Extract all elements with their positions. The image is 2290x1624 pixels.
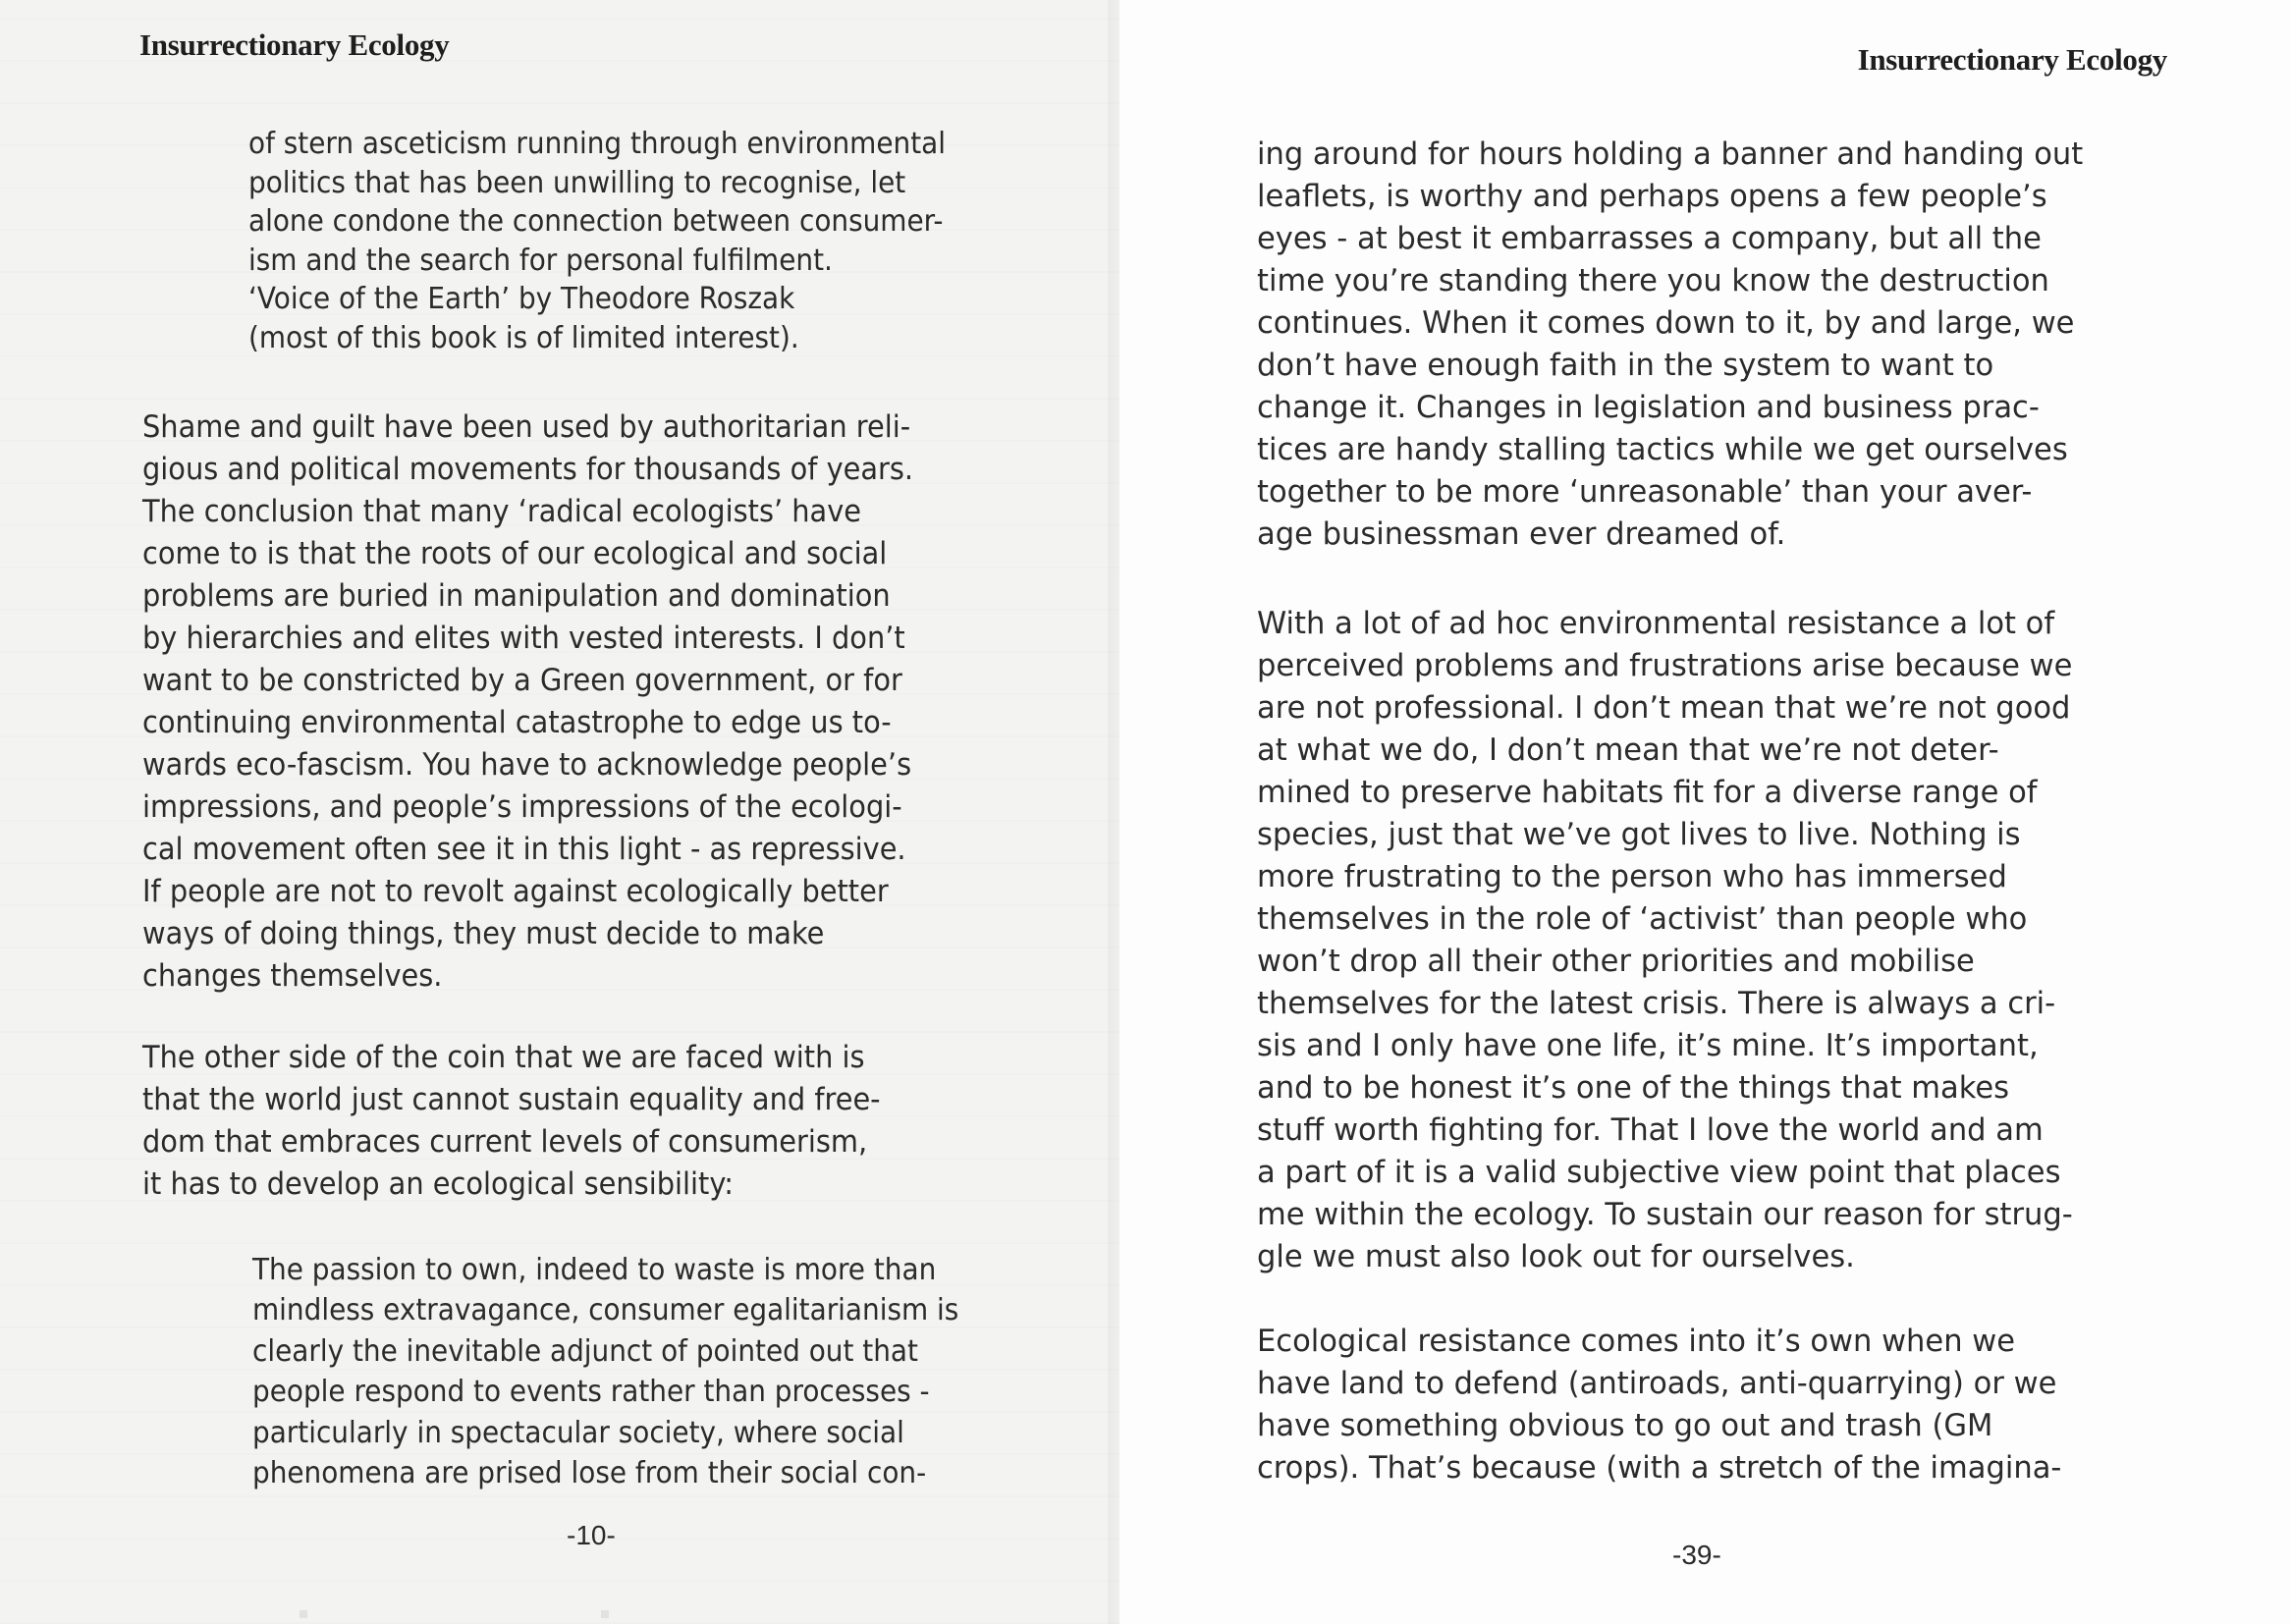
text-line: tices are handy stalling tactics while we get ourselves [1257, 432, 2068, 467]
text-line: sis and I only have one life, it’s mine. It’s important, [1257, 1028, 2039, 1063]
running-head-left: Insurrectionary Ecology [139, 27, 450, 62]
block-quote-2 [252, 1250, 1011, 1493]
text-line: are not professional. I don’t mean that we’re not good [1257, 690, 2071, 726]
text-line: ism and the search for personal fulfilment. [248, 243, 833, 278]
text-line: gle we must also look out for ourselves. [1257, 1239, 1855, 1274]
text-line: leaflets, is worthy and perhaps opens a few people’s [1257, 179, 2047, 214]
text-line: ways of doing things, they must decide to make [142, 916, 825, 951]
paragraph-1-right [1257, 134, 2096, 556]
text-line: people respond to events rather than processes - [252, 1375, 930, 1410]
paragraph-2-left [142, 1037, 936, 1206]
right-page [1119, 0, 2290, 1624]
text-line: continues. When it comes down to it, by and large, we [1257, 305, 2075, 341]
text-line: changes themselves. [142, 958, 443, 994]
text-line: The conclusion that many ‘radical ecologists’ have [142, 494, 862, 529]
text-line: phenomena are prised lose from their social con- [252, 1455, 927, 1490]
text-line: crops). That’s because (with a stretch of the imagina- [1257, 1450, 2062, 1486]
text-line: Shame and guilt have been used by authoritarian reli- [142, 409, 911, 445]
text-line: Ecological resistance comes into it’s own when we [1257, 1324, 2016, 1359]
text-line: that the world just cannot sustain equality and free- [142, 1082, 881, 1117]
text-line: mindless extravagance, consumer egalitarianism is [252, 1293, 959, 1328]
text-line: (most of this book is of limited interest). [248, 320, 799, 355]
text-line: age businessman ever dreamed of. [1257, 516, 1786, 552]
page-number-left: -10- [567, 1520, 616, 1550]
text-line: perceived problems and frustrations arise because we [1257, 648, 2073, 683]
paragraph-1-left [142, 406, 971, 998]
running-head-right: Insurrectionary Ecology [1857, 42, 2167, 77]
text-line: have land to defend (antiroads, anti-quarrying) or we [1257, 1366, 2057, 1401]
text-line: of stern asceticism running through environmental [248, 127, 946, 161]
text-line: change it. Changes in legislation and business prac- [1257, 390, 2040, 425]
text-line: won’t drop all their other priorities and mobilise [1257, 944, 1975, 979]
paragraph-3-right [1257, 1321, 2074, 1489]
text-line: don’t have enough faith in the system to want to [1257, 348, 1994, 383]
text-line: The passion to own, indeed to waste is more than [252, 1253, 937, 1287]
scan-artifact [300, 1610, 307, 1618]
text-line: If people are not to revolt against ecologically better [142, 874, 889, 909]
text-line: me within the ecology. To sustain our reason for strug- [1257, 1197, 2073, 1232]
text-line: eyes - at best it embarrasses a company, but all the [1257, 221, 2042, 256]
text-line: impressions, and people’s impressions of the ecologi- [142, 789, 902, 825]
page-number-right: -39- [1672, 1540, 1721, 1570]
text-line: dom that embraces current levels of consumerism, [142, 1124, 868, 1160]
text-line: come to is that the roots of our ecological and social [142, 536, 888, 571]
text-line: and to be honest it’s one of the things that makes [1257, 1070, 2010, 1106]
text-line: stuff worth fighting for. That I love the world and am [1257, 1112, 2044, 1148]
text-line: politics that has been unwilling to recognise, let [248, 165, 906, 200]
text-line: by hierarchies and elites with vested interests. I don’t [142, 621, 905, 656]
text-line: continuing environmental catastrophe to edge us to- [142, 705, 892, 740]
text-line: together to be more ‘unreasonable’ than your aver- [1257, 474, 2033, 510]
text-line: it has to develop an ecological sensibility: [142, 1166, 735, 1202]
text-line: at what we do, I don’t mean that we’re not deter- [1257, 732, 1999, 768]
text-line: problems are buried in manipulation and domination [142, 578, 891, 614]
text-line: cal movement often see it in this light - as repressive. [142, 832, 906, 867]
text-line: time you’re standing there you know the destruction [1257, 263, 2049, 298]
scan-artifact [601, 1610, 609, 1618]
paragraph-2-right [1257, 603, 2085, 1278]
text-line: themselves for the latest crisis. There is always a cri- [1257, 986, 2056, 1021]
text-line: With a lot of ad hoc environmental resistance a lot of [1257, 606, 2055, 641]
text-line: gious and political movements for thousands of years. [142, 452, 914, 487]
text-line: mined to preserve habitats fit for a diverse range of [1257, 775, 2038, 810]
text-line: clearly the inevitable adjunct of pointed out that [252, 1333, 918, 1369]
text-line: alone condone the connection between consumer- [248, 204, 944, 240]
text-line: want to be constricted by a Green government, or for [142, 663, 902, 698]
text-line: have something obvious to go out and trash (GM [1257, 1408, 1993, 1443]
text-line: ‘Voice of the Earth’ by Theodore Roszak [248, 282, 795, 317]
text-line: more frustrating to the person who has immersed [1257, 859, 2007, 894]
text-line: ing around for hours holding a banner and handing out [1257, 136, 2084, 172]
left-page [0, 0, 1119, 1624]
text-line: themselves in the role of ‘activist’ than people who [1257, 901, 2028, 937]
text-line: a part of it is a valid subjective view point that places [1257, 1155, 2061, 1190]
text-line: The other side of the coin that we are faced with is [142, 1040, 865, 1075]
text-line: particularly in spectacular society, where social [252, 1415, 904, 1450]
text-line: species, just that we’ve got lives to live. Nothing is [1257, 817, 2021, 852]
text-line: wards eco-fascism. You have to acknowledge people’s [142, 747, 912, 783]
block-quote-1 [248, 125, 998, 358]
